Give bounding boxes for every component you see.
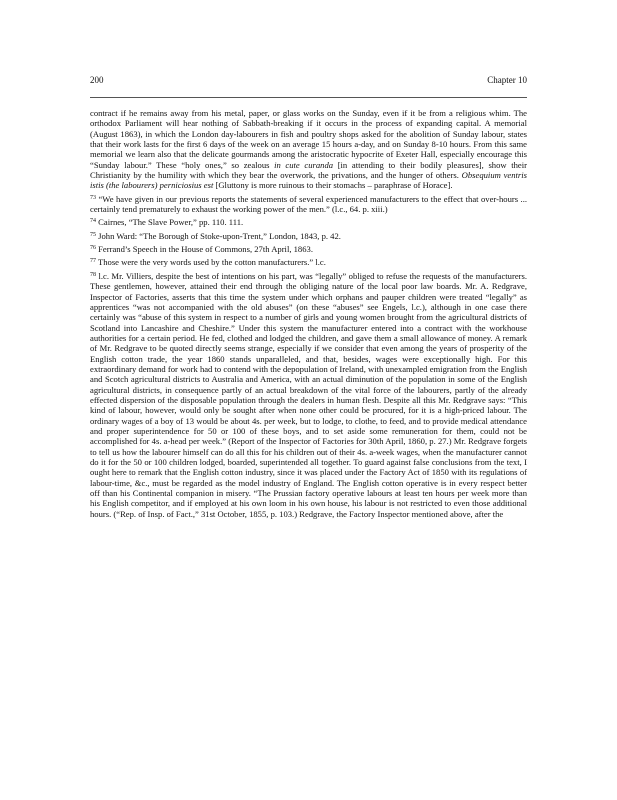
header-rule bbox=[90, 97, 527, 98]
footnote-text: “We have given in our previous reports the statements of several experienced manufacturers to the effect that over-hours ... certainly tend prematurely to exhaust the working power of the men.” (l.c., 64. p. xiii.) bbox=[90, 193, 527, 215]
footnote-number: 78 bbox=[90, 271, 96, 278]
paragraph-text: [Gluttony is more ruinous to their stomachs – paraphrase of Horace]. bbox=[213, 180, 453, 191]
running-head bbox=[90, 75, 527, 85]
footnote-number: 76 bbox=[90, 245, 96, 252]
footnote-text: John Ward: “The Borough of Stoke-upon-Trent,” London, 1843, p. 42. bbox=[96, 230, 341, 241]
footnote-number: 74 bbox=[90, 218, 96, 225]
footnote-text: l.c. Mr. Villiers, despite the best of intentions on his part, was “legally” obliged to refuse the requests of the manufacturers. These gentlemen, however, attained their end through the obliging nature of the local poor law boards. Mr. A. Redgrave, Inspector of Factories, asserts that this time the system under which orphans and pauper children were treated “legally” as apprentices “was not accompanied with the old abuses” (on these “abuses” see Engels, l.c.), although in one case there certainly was “abuse of this system in respect to a number of girls and young women brought from the agricultural districts of Scotland into Lancashire and Cheshire.” Under this system the manufacturer entered into a contract with the workhouse authorities for a certain period. He fed, clothed and lodged the children, and gave them a small allowance of money. A remark of Mr. Redgrave to be quoted directly seems strange, especially if we consider that even among the years of prosperity of the English cotton trade, the year 1860 stands unparalleled, and that, besides, wages were exceptionally high. For this extraordinary demand for work had to contend with the depopulation of Ireland, with unexampled emigration from the English and Scotch agricultural districts to Australia and America, with an actual diminution of the population in some of the English agricultural districts, in consequence partly of an actual breakdown of the vital force of the labourers, partly of the already effected dispersion of the disposable population through the dealers in human flesh. Despite all this Mr. Redgrave says: “This kind of labour, however, would only be sought after when none other could be procured, for it is a high-priced labour. The ordinary wages of a boy of 13 would be about 4s. per week, but to lodge, to clothe, to feed, and to provide medical attendance and proper superintendence for 50 or 100 of these boys, and to set aside some remuneration for them, could not be accomplished for 4s. a-head per week.” (Report of the Inspector of Factories for 30th April, 1860, p. 27.) Mr. Redgrave forgets to tell us how the labourer himself can do all this for his children out of their 4s. a-week wages, when the manufacturer cannot do it for the 50 or 100 children lodged, boarded, superintended all together. To guard against false conclusions from the text, I ought here to remark that the English cotton industry, since it was placed under the Factory Act of 1850 with its regulations of labour-time, &c., must be regarded as the model industry of England. The English cotton operative is in every respect better off than his Continental companion in misery. “The Prussian factory operative labours at least ten hours per week more than his English competitor, and if employed at his own loom in his own house, his labour is not restricted to even those additional hours. (“Rep. of Insp. of Fact.,” 31st October, 1855, p. 103.) Redgrave, the Factory Inspector mentioned above, after the bbox=[90, 270, 527, 519]
body-text bbox=[90, 108, 527, 519]
latin-quote: Obsequium ventris istis (the labourers) perniciosius est bbox=[90, 170, 527, 191]
footnote-73 bbox=[90, 194, 527, 215]
footnote-76 bbox=[90, 244, 527, 254]
latin-phrase: in cute curanda bbox=[274, 159, 334, 170]
footnote-number: 77 bbox=[90, 258, 96, 265]
footnote-77 bbox=[90, 257, 527, 267]
footnote-78 bbox=[90, 271, 527, 519]
paragraph-text: [in attending to their bodily pleasures], show their Christianity by the humility with which they bear the overwork, the privations, and the hunger of others. bbox=[90, 159, 527, 181]
footnote-75 bbox=[90, 231, 527, 241]
page-number: 200 bbox=[90, 75, 104, 85]
chapter-title: Chapter 10 bbox=[487, 75, 527, 85]
footnote-text: Ferrand’s Speech in the House of Commons, 27th April, 1863. bbox=[96, 244, 313, 255]
paragraph-continued bbox=[90, 108, 527, 191]
footnote-text: Those were the very words used by the cotton manufacturers.” l.c. bbox=[96, 257, 326, 268]
paragraph-text: contract if he remains away from his metal, paper, or glass works on the Sunday, even if it be from a religious whim. The orthodox Parliament will hear nothing of Sabbath-breaking if it occurs in the process of expanding capital. A memorial (August 1863), in which the London day-labourers in fish and poultry shops asked for the abolition of Sunday labour, states that their work lasts for the first 6 days of the week on an average 15 hours a-day, and on Sunday 8-10 hours. From this same memorial we learn also that the delicate gourmands among the aristocratic hypocrite of Exeter Hall, especially encourage this “Sunday labour.” These “holy ones,” so zealous bbox=[90, 108, 527, 170]
footnote-text: Cairnes, “The Slave Power,” pp. 110. 111. bbox=[96, 217, 244, 228]
footnote-74 bbox=[90, 217, 527, 227]
footnote-number: 73 bbox=[90, 194, 96, 201]
footnote-number: 75 bbox=[90, 231, 96, 238]
